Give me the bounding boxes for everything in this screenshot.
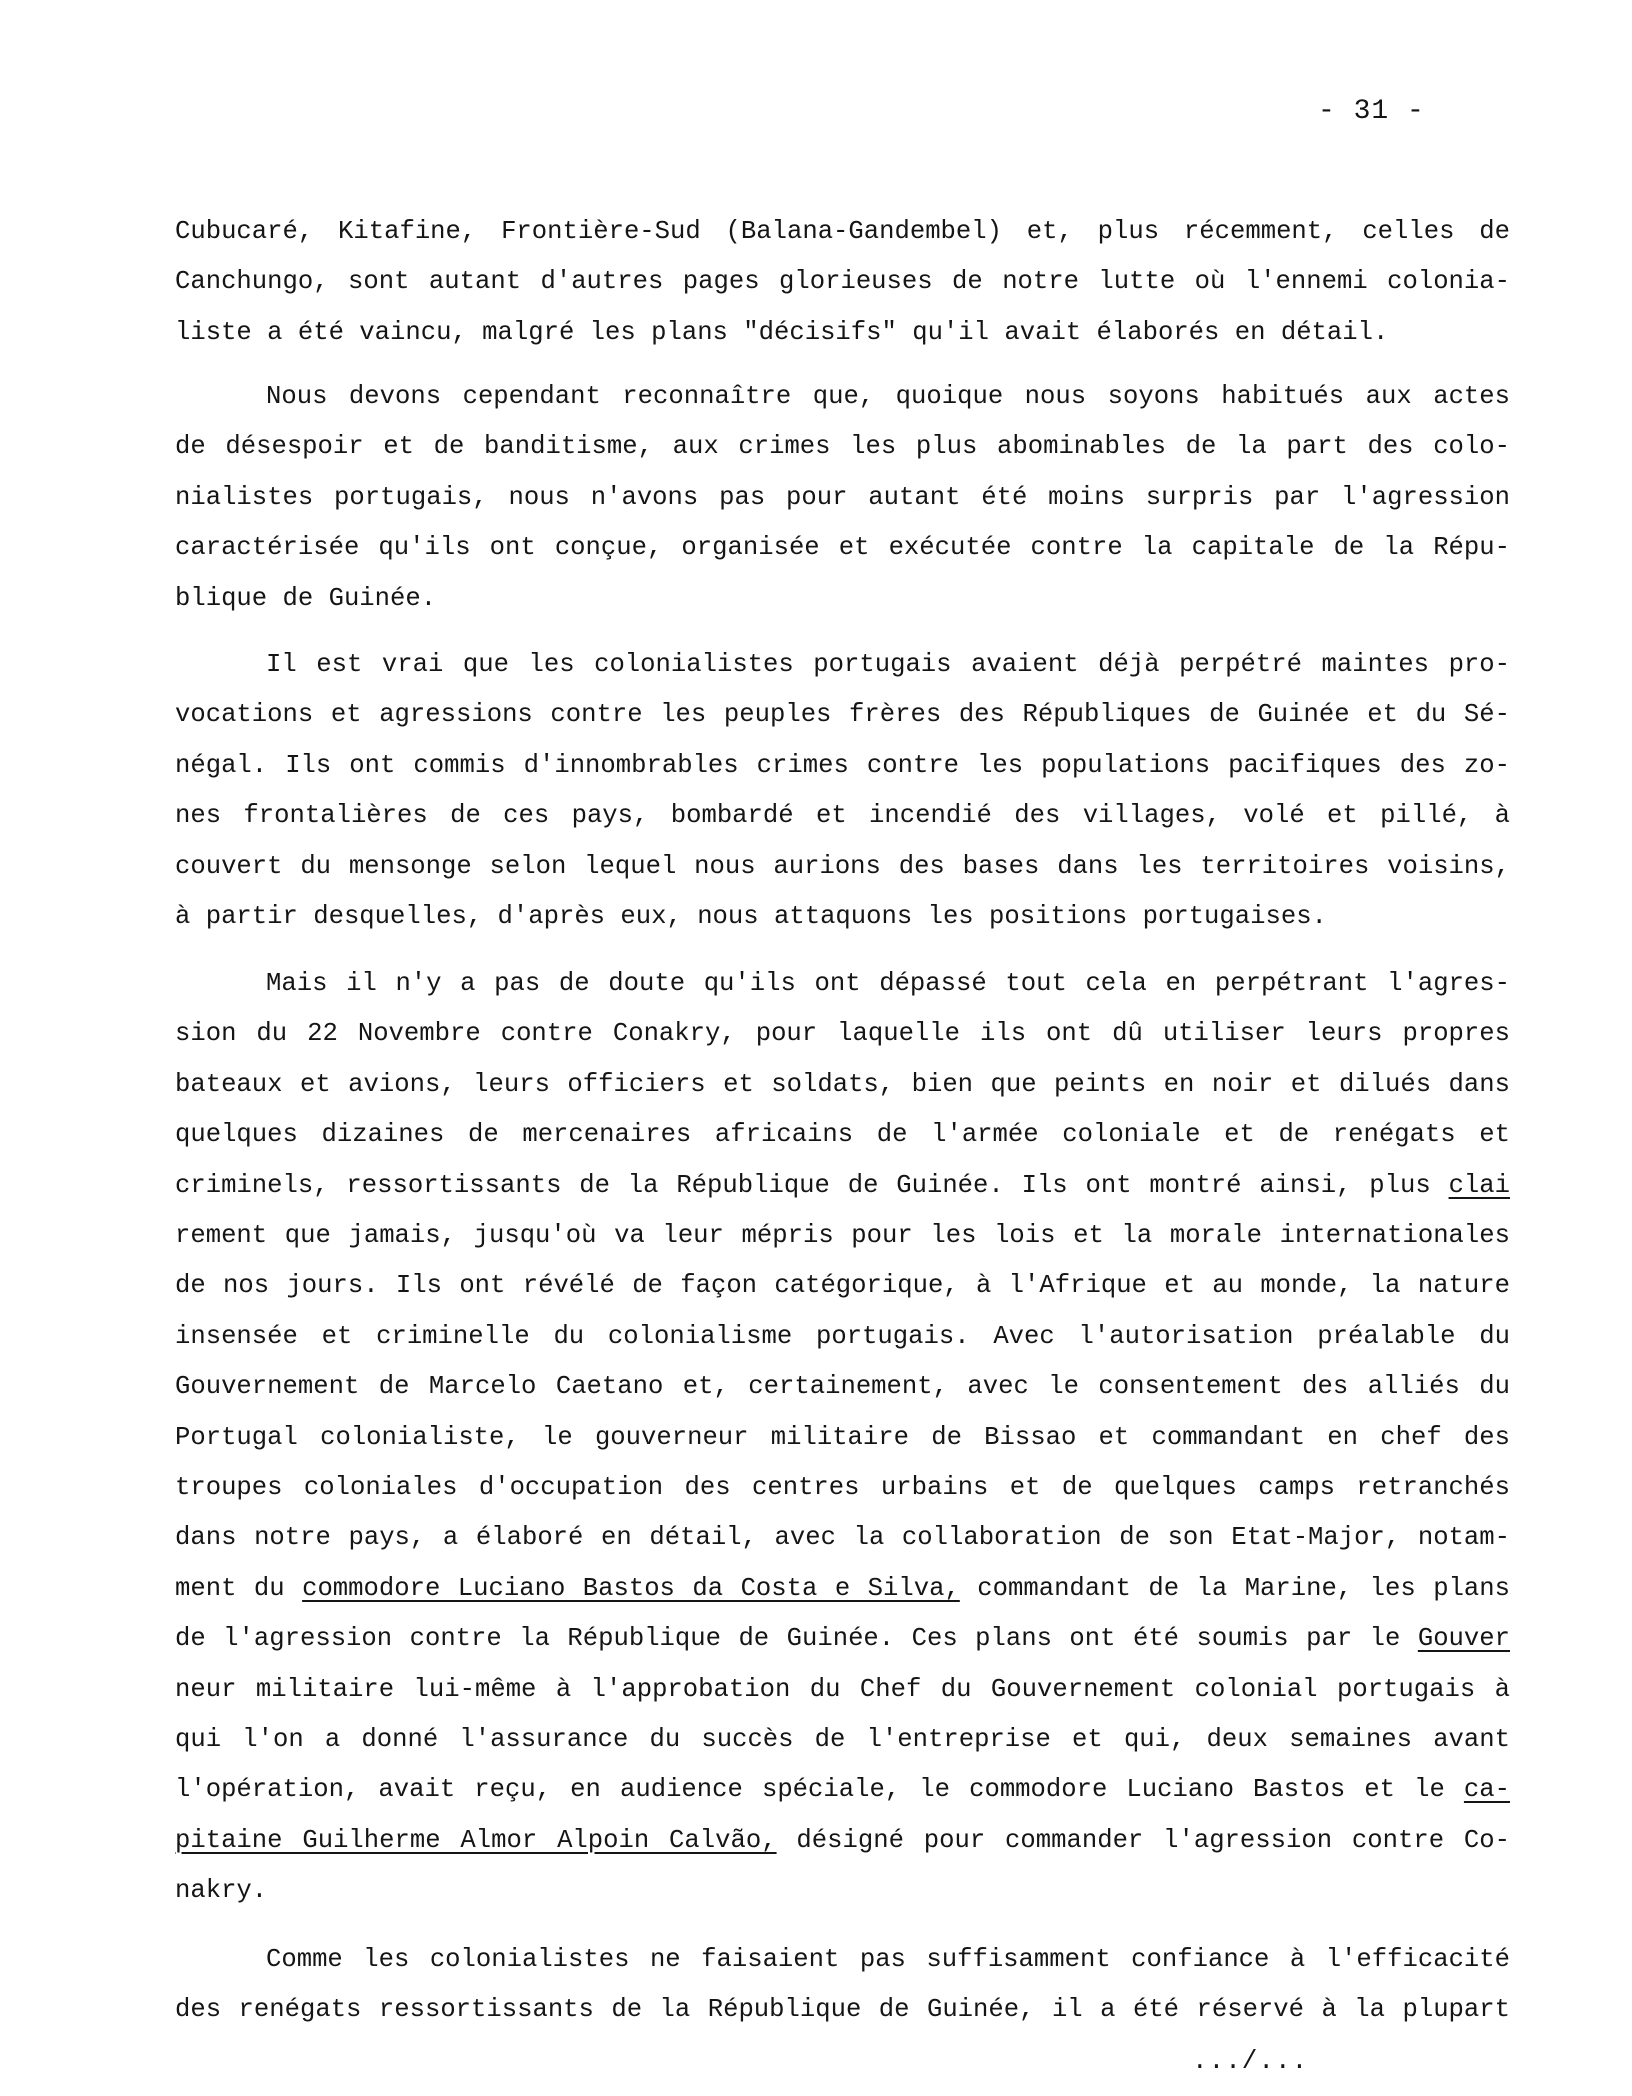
text-segment: ment du bbox=[175, 1573, 303, 1603]
text-line: bateaux et avions, leurs officiers et soldats, bien que peints en noir et dilués dans bbox=[175, 1069, 1510, 1099]
text-line: négal. Ils ont commis d'innombrables crimes contre les populations pacifiques des zo- bbox=[175, 750, 1510, 780]
continuation-mark: .../... bbox=[1192, 2046, 1309, 2076]
text-line: de désespoir et de banditisme, aux crimes les plus abominables de la part des colo- bbox=[175, 432, 1510, 462]
text-line bbox=[175, 1573, 1510, 1605]
text-line: à partir desquelles, d'après eux, nous attaquons les positions portugaises. bbox=[175, 902, 1327, 931]
page-number: - 31 - bbox=[1318, 96, 1425, 127]
text-line: Nous devons cependant reconnaître que, quoique nous soyons habitués aux actes bbox=[266, 382, 1510, 411]
text-line: blique de Guinée. bbox=[175, 583, 437, 613]
underlined-text: ca- bbox=[1463, 1775, 1510, 1805]
text-segment: de l'agression contre la République de Guinée. Ces plans ont été soumis par le bbox=[175, 1624, 1418, 1654]
text-segment: désigné pour commander l'agression contre Co- bbox=[776, 1825, 1510, 1855]
underlined-text: clai bbox=[1448, 1170, 1510, 1200]
text-line: Canchungo, sont autant d'autres pages glorieuses de notre lutte où l'ennemi colonia- bbox=[175, 267, 1510, 297]
text-line: Mais il n'y a pas de doute qu'ils ont dépassé tout cela en perpétrant l'agres- bbox=[266, 969, 1510, 998]
underlined-text: Gouver bbox=[1417, 1624, 1510, 1654]
text-line: sion du 22 Novembre contre Conakry, pour laquelle ils ont dû utiliser leurs propres bbox=[175, 1019, 1510, 1049]
text-line: liste a été vaincu, malgré les plans "décisifs" qu'il avait élaborés en détail. bbox=[175, 317, 1389, 347]
text-line: Cubucaré, Kitafine, Frontière-Sud (Balana-Gandembel) et, plus récemment, celles de bbox=[175, 217, 1510, 246]
text-line: Portugal colonialiste, le gouverneur militaire de Bissao et commandant en chef des bbox=[175, 1422, 1510, 1452]
text-line: Gouvernement de Marcelo Caetano et, certainement, avec le consentement des alliés du bbox=[175, 1372, 1510, 1402]
text-segment: criminels, ressortissants de la République de Guinée. Ils ont montré ainsi, plus bbox=[175, 1170, 1449, 1200]
text-line: qui l'on a donné l'assurance du succès de l'entreprise et qui, deux semaines avant bbox=[175, 1725, 1510, 1754]
text-line: insensée et criminelle du colonialisme portugais. Avec l'autorisation préalable du bbox=[175, 1321, 1510, 1351]
text-line: troupes coloniales d'occupation des centres urbains et de quelques camps retranchés bbox=[175, 1473, 1510, 1502]
text-line bbox=[175, 1774, 1510, 1806]
text-line bbox=[175, 1825, 1510, 1857]
underlined-text: commodore Luciano Bastos da Costa e Silva, bbox=[302, 1573, 960, 1603]
text-line: neur militaire lui-même à l'approbation du Chef du Gouvernement colonial portugais à bbox=[175, 1674, 1510, 1704]
text-line: nialistes portugais, nous n'avons pas pour autant été moins surpris par l'agression bbox=[175, 482, 1510, 512]
text-segment: l'opération, avait reçu, en audience spéciale, le commodore Luciano Bastos et le bbox=[175, 1775, 1464, 1805]
text-line: couvert du mensonge selon lequel nous aurions des bases dans les territoires voisins, bbox=[175, 851, 1510, 881]
text-line: nes frontalières de ces pays, bombardé et incendié des villages, volé et pillé, à bbox=[175, 801, 1510, 831]
text-line: quelques dizaines de mercenaires africains de l'armée coloniale et de renégats et bbox=[175, 1120, 1510, 1150]
text-line: nakry. bbox=[175, 1876, 268, 1906]
text-line: vocations et agressions contre les peuples frères des Républiques de Guinée et du Sé- bbox=[175, 700, 1510, 730]
text-line: Comme les colonialistes ne faisaient pas suffisamment confiance à l'efficacité bbox=[266, 1945, 1510, 1974]
text-line: de nos jours. Ils ont révélé de façon catégorique, à l'Afrique et au monde, la nature bbox=[175, 1271, 1510, 1301]
text-line bbox=[175, 1170, 1510, 1202]
text-line bbox=[175, 1623, 1510, 1655]
text-line: Il est vrai que les colonialistes portugais avaient déjà perpétré maintes pro- bbox=[266, 650, 1510, 679]
text-line: dans notre pays, a élaboré en détail, avec la collaboration de son Etat-Major, notam- bbox=[175, 1523, 1510, 1553]
underlined-text: pitaine Guilherme Almor Alpoin Calvão, bbox=[175, 1825, 777, 1855]
text-segment: commandant de la Marine, les plans bbox=[959, 1573, 1511, 1603]
text-line: des renégats ressortissants de la République de Guinée, il a été réservé à la plupart bbox=[175, 1995, 1510, 2025]
text-line: caractérisée qu'ils ont conçue, organisée et exécutée contre la capitale de la Répu- bbox=[175, 533, 1510, 563]
text-line: rement que jamais, jusqu'où va leur mépris pour les lois et la morale internationales bbox=[175, 1221, 1510, 1250]
